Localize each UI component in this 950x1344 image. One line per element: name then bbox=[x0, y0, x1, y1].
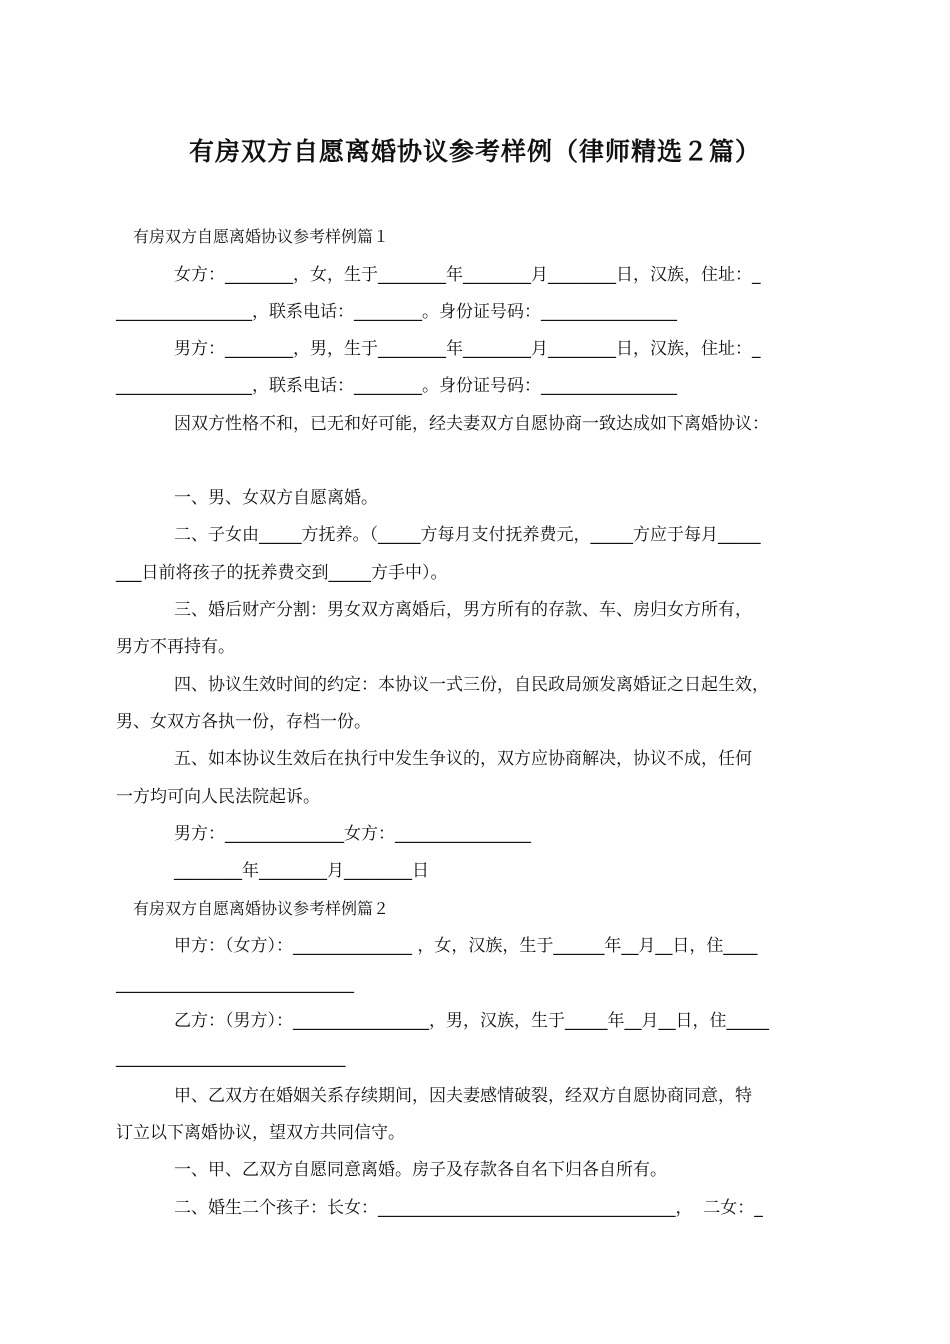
part1-intro: 因双方性格不和，已无和好可能，经夫妻双方自愿协商一致达成如下离婚协议： bbox=[174, 414, 769, 434]
part1-signature: 男方：______________女方：________________ bbox=[174, 824, 531, 844]
part2-item1: 一、甲、乙双方自愿同意离婚。房子及存款各自名下归各自所有。 bbox=[174, 1160, 667, 1180]
part2-party-a-line2: ____________________________ bbox=[116, 974, 354, 994]
part1-item2-line2: ___日前将孩子的抚养费交到_____方手中）。 bbox=[116, 563, 448, 583]
part1-date: ________年________月________日 bbox=[174, 861, 429, 881]
part1-male-line1: 男方：________，男，生于________年________月________日，汉族，住址：_ bbox=[174, 339, 761, 359]
part2-party-a-line1: 甲方：（女方）：______________ ，女，汉族，生于______年__月__日，住____ bbox=[174, 936, 758, 956]
part2-party-b-line1: 乙方：（男方）：________________，男，汉族，生于_____年__月__日，住_____ bbox=[174, 1011, 769, 1031]
part1-heading: 有房双方自愿离婚协议参考样例篇１ bbox=[133, 227, 390, 246]
part2-intro-line2: 订立以下离婚协议，望双方共同信守。 bbox=[116, 1123, 405, 1143]
part2-heading: 有房双方自愿离婚协议参考样例篇２ bbox=[133, 899, 390, 918]
part2-party-b-line2: ___________________________ bbox=[116, 1048, 346, 1068]
part2-intro-line1: 甲、乙双方在婚姻关系存续期间，因夫妻感情破裂，经双方自愿协商同意，特 bbox=[174, 1086, 752, 1106]
part1-item5-line1: 五、如本协议生效后在执行中发生争议的，双方应协商解决，协议不成，任何 bbox=[174, 749, 752, 769]
part2-item2-line1: 二、婚生二个孩子：长女：___________________________________， 二女：_ bbox=[174, 1198, 763, 1218]
part1-item5-line2: 一方均可向人民法院起诉。 bbox=[116, 787, 320, 807]
part1-female-line2: ________________，联系电话：________。身份证号码：________________ bbox=[116, 302, 677, 322]
part1-item2-line1: 二、子女由_____方抚养。（_____方每月支付抚养费元，_____方应于每月_____ bbox=[174, 525, 761, 545]
part1-male-line2: ________________，联系电话：________。身份证号码：________________ bbox=[116, 376, 677, 396]
part1-item1: 一、男、女双方自愿离婚。 bbox=[174, 488, 378, 508]
part1-item3-line1: 三、婚后财产分割：男女双方离婚后，男方所有的存款、车、房归女方所有， bbox=[174, 600, 752, 620]
document-title: 有房双方自愿离婚协议参考样例（律师精选２篇） bbox=[188, 137, 761, 166]
part1-item3-line2: 男方不再持有。 bbox=[116, 637, 235, 657]
part1-item4-line1: 四、协议生效时间的约定：本协议一式三份，自民政局颁发离婚证之日起生效， bbox=[174, 675, 769, 695]
part1-item4-line2: 男、女双方各执一份，存档一份。 bbox=[116, 712, 371, 732]
part1-female-line1: 女方：________，女，生于________年________月________日，汉族，住址：_ bbox=[174, 265, 761, 285]
